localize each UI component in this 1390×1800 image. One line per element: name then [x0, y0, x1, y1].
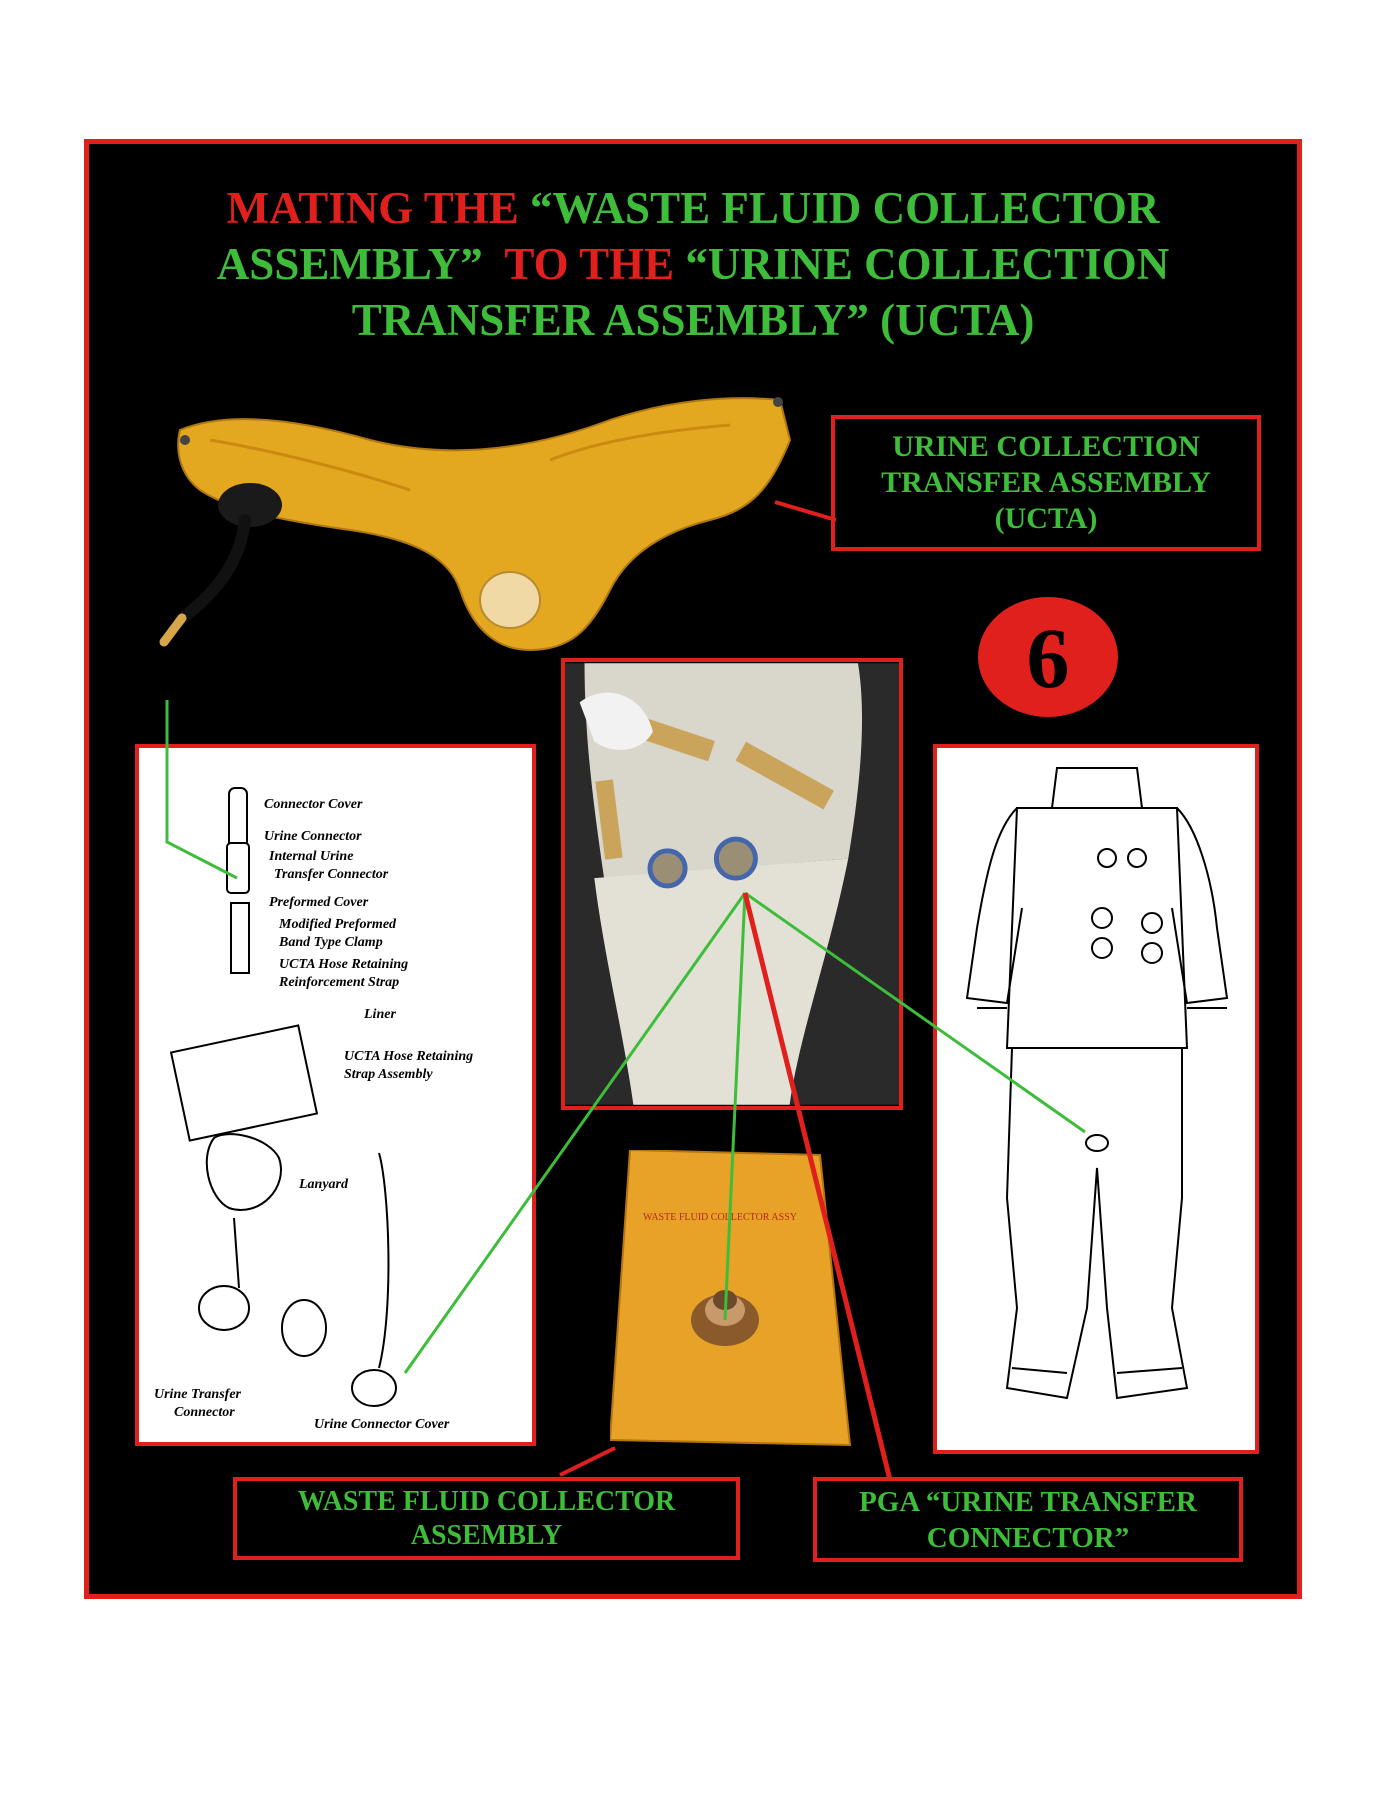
ucta-label	[831, 415, 1261, 551]
callout-internal-2: Transfer Connector	[274, 867, 389, 882]
suit-line-drawing	[937, 748, 1255, 1450]
callout-urine-connector: Urine Connector	[264, 829, 362, 844]
pga-connector-label	[813, 1477, 1243, 1562]
title-part-4: TO THE	[504, 239, 675, 289]
callout-internal-1: Internal Urine	[269, 849, 354, 864]
callout-connector-cover: Connector Cover	[264, 797, 363, 812]
callout-liner: Liner	[364, 1007, 396, 1022]
pga-label-line-2: CONNECTOR”	[926, 1521, 1130, 1554]
callout-modified-2: Band Type Clamp	[279, 935, 383, 950]
title-part-3: ASSEMBLY”	[216, 239, 483, 289]
ucta-label-line-1: URINE COLLECTION	[892, 430, 1200, 463]
bag-print: WASTE FLUID COLLECTOR ASSY	[643, 1212, 797, 1223]
callout-utc-2: Connector	[174, 1405, 235, 1420]
page-title	[84, 180, 1302, 348]
wfca-label-line-1: WASTE FLUID COLLECTOR	[297, 1485, 676, 1517]
title-part-6: TRANSFER ASSEMBLY” (UCTA)	[351, 295, 1035, 345]
title-part-1: MATING THE	[226, 183, 519, 233]
ucta-label-line-3: (UCTA)	[994, 502, 1098, 535]
waste-fluid-label	[233, 1477, 740, 1560]
wfca-label-line-2: ASSEMBLY	[410, 1519, 563, 1551]
step-badge	[975, 595, 1121, 719]
waste-bag-photo	[610, 1150, 870, 1450]
callout-reinf-2: Reinforcement Strap	[279, 975, 400, 990]
ucta-photo	[150, 380, 800, 700]
schematic-panel	[135, 744, 536, 1446]
ucta-label-line-2: TRANSFER ASSEMBLY	[881, 466, 1211, 499]
pga-label-line-1: PGA “URINE TRANSFER	[859, 1485, 1197, 1518]
callout-modified-1: Modified Preformed	[279, 917, 397, 932]
title-part-5: “URINE COLLECTION	[685, 239, 1170, 289]
callout-preformed-cover: Preformed Cover	[269, 895, 369, 910]
schematic-drawing	[139, 748, 532, 1442]
callout-strap-2: Strap Assembly	[344, 1067, 433, 1082]
step-number: 6	[1026, 610, 1070, 706]
callout-lanyard: Lanyard	[299, 1177, 348, 1192]
callout-urine-connector-cover: Urine Connector Cover	[314, 1417, 450, 1432]
callout-utc-1: Urine Transfer	[154, 1387, 241, 1402]
title-part-2: “WASTE FLUID COLLECTOR	[530, 183, 1160, 233]
suit-drawing-panel	[933, 744, 1259, 1454]
callout-strap-1: UCTA Hose Retaining	[344, 1049, 474, 1064]
suit-photo	[561, 658, 903, 1110]
callout-reinf-1: UCTA Hose Retaining	[279, 957, 409, 972]
